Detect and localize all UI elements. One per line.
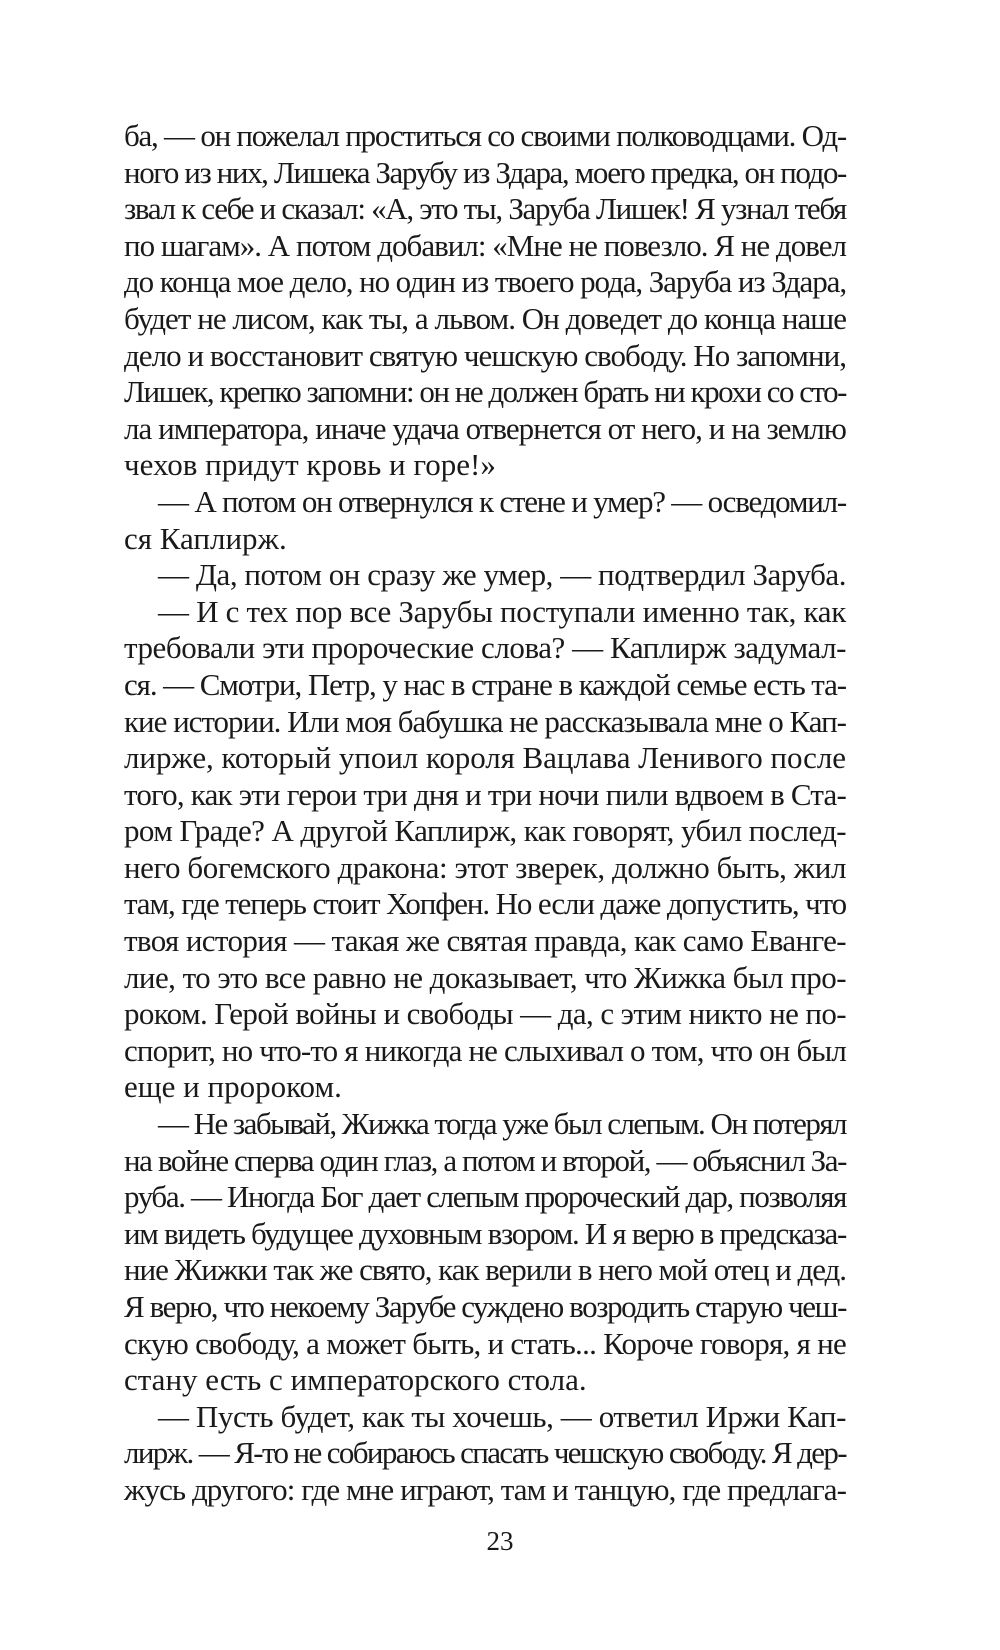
text-line: лие, то это все равно не доказывает, что Жижка был про- [124, 959, 846, 995]
text-line: — Да, потом он сразу же умер, — подтвердил Заруба. [158, 557, 846, 593]
text-line: ние Жижки так же свято, как верили в него мой отец и дед. [124, 1252, 846, 1288]
text-line: Я верю, что некоему Зарубе суждено возродить старую чеш- [124, 1289, 846, 1324]
text-line: им видеть будущее духовным взором. И я верю в предсказа- [124, 1215, 846, 1251]
text-line: будет не лисом, как ты, а львом. Он доведет до конца наше [124, 300, 846, 336]
text-line: роком. Герой войны и свободы — да, с этим никто не по- [124, 996, 846, 1032]
text-line: еще и пророком. [124, 1069, 342, 1105]
text-line: чехов придут кровь и горе!» [124, 447, 496, 483]
text-line: ного из них, Лишека Зарубу из Здара, моего предка, он подо- [124, 154, 846, 190]
text-line: жусь другого: где мне играют, там и танцую, где предлага- [124, 1471, 846, 1507]
text-line: ся Каплирж. [124, 520, 287, 556]
body-text [124, 118, 846, 1509]
text-line: — И с тех пор все Зарубы поступали именно так, как [158, 593, 846, 629]
text-line: дело и восстановит святую чешскую свободу. Но запомни, [124, 337, 846, 373]
text-line: — А потом он отвернулся к стене и умер? — осведомил- [158, 483, 846, 519]
text-line: ся. — Смотри, Петр, у нас в стране в каждой семье есть та- [124, 666, 846, 702]
text-line: стану есть с императорского стола. [124, 1362, 587, 1398]
text-line: ром Граде? А другой Каплирж, как говорят, убил послед- [124, 813, 846, 849]
text-line: ба, — он пожелал проститься со своими полководцами. Од- [124, 118, 846, 153]
text-line: лирж. — Я-то не собираюсь спасать чешскую свободу. Я дер- [124, 1435, 846, 1471]
text-line: кие истории. Или моя бабушка не рассказывала мне о Кап- [124, 703, 846, 739]
text-line: — Не забывай, Жижка тогда уже был слепым. Он потерял [158, 1106, 846, 1142]
text-line: требовали эти пророческие слова? — Каплирж задумал- [124, 630, 846, 666]
text-line: того, как эти герои три дня и три ночи пили вдвоем в Ста- [124, 776, 846, 812]
text-line: лирже, который упоил короля Вацлава Ленивого после [124, 740, 846, 776]
text-line: Лишек, крепко запомни: он не должен брать ни крохи со сто- [124, 374, 846, 410]
text-line: там, где теперь стоит Хопфен. Но если даже допустить, что [124, 886, 846, 922]
text-line: звал к себе и сказал: «А, это ты, Заруба Лишек! Я узнал тебя [124, 191, 846, 227]
text-line: руба. — Иногда Бог дает слепым пророческий дар, позволяя [124, 1179, 846, 1215]
text-line: на войне сперва один глаз, а потом и второй, — объяснил За- [124, 1142, 846, 1178]
text-line: до конца мое дело, но один из твоего рода, Заруба из Здара, [124, 264, 846, 300]
text-line: спорит, но что-то я никогда не слыхивал о том, что он был [124, 1032, 846, 1068]
text-line: твоя история — такая же святая правда, как само Еванге- [124, 923, 846, 959]
page-number: 23 [486, 1526, 514, 1556]
text-line: — Пусть будет, как ты хочешь, — ответил Иржи Кап- [158, 1398, 846, 1434]
text-line: него богемского дракона: этот зверек, должно быть, жил [124, 849, 846, 885]
text-line: по шагам». А потом добавил: «Мне не повезло. Я не довел [124, 227, 846, 263]
text-line: ла императора, иначе удача отвернется от него, и на землю [124, 410, 846, 446]
text-line: скую свободу, а может быть, и стать... Короче говоря, я не [124, 1325, 846, 1361]
